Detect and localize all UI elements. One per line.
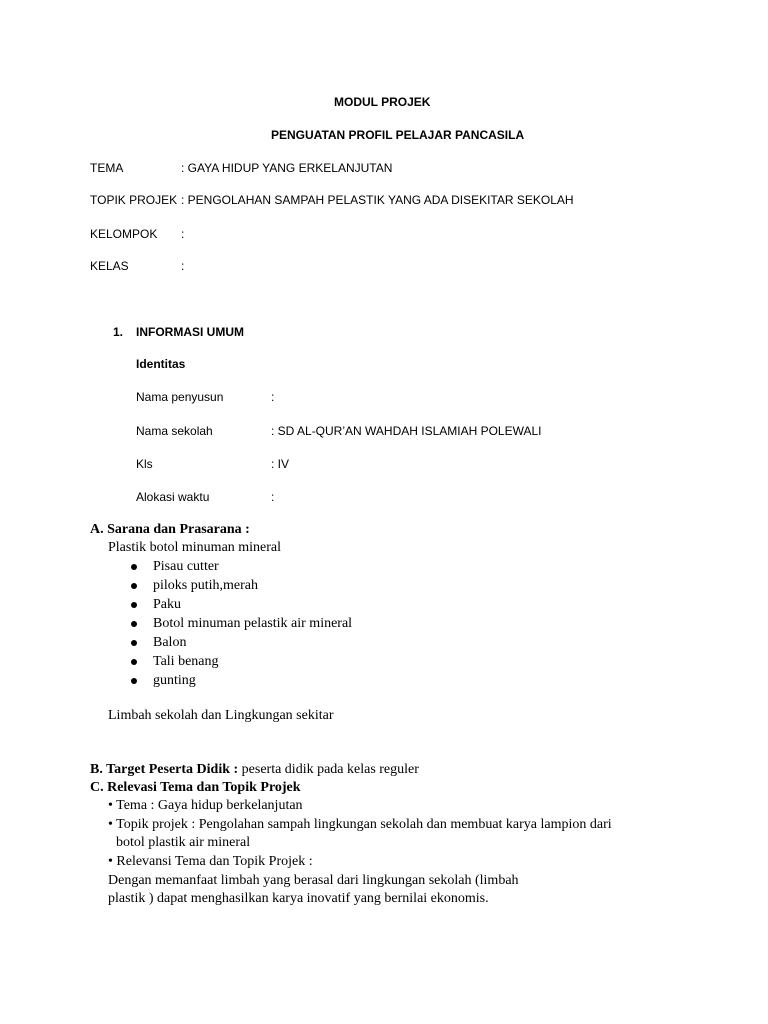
section-c-paragraph-line2: plastik ) dapat menghasilkan karya inovatif yang bernilai ekonomis. bbox=[108, 891, 489, 906]
meta-kelompok-value: : bbox=[181, 227, 185, 241]
section-title: INFORMASI UMUM bbox=[136, 325, 244, 339]
meta-kelompok-label: KELOMPOK bbox=[90, 227, 158, 241]
field-alokasi-label: Alokasi waktu bbox=[136, 490, 210, 504]
section-number: 1. bbox=[113, 325, 124, 339]
section-b-line bbox=[90, 763, 419, 777]
section-a-heading: A. Sarana dan Prasarana : bbox=[90, 522, 250, 537]
field-alokasi-value: : bbox=[271, 490, 275, 504]
section-c-heading: C. Relevasi Tema dan Topik Projek bbox=[90, 780, 301, 795]
section-c-topik-line1: • Topik projek : Pengolahan sampah lingkungan sekolah dan membuat karya lampion dari bbox=[108, 817, 612, 832]
list-item: gunting bbox=[153, 673, 196, 688]
section-a-intro: Plastik botol minuman mineral bbox=[108, 540, 282, 555]
field-kls-value: : IV bbox=[271, 457, 290, 471]
bullet-icon bbox=[131, 678, 137, 684]
field-kls-label: Kls bbox=[136, 457, 153, 471]
section-c-tema: • Tema : Gaya hidup berkelanjutan bbox=[108, 798, 303, 813]
list-item: Tali benang bbox=[153, 654, 219, 669]
meta-tema-label: TEMA bbox=[90, 161, 124, 175]
section-c-paragraph-line1: Dengan memanfaat limbah yang berasal dari lingkungan sekolah (limbah bbox=[108, 873, 519, 888]
field-nama-penyusun-label: Nama penyusun bbox=[136, 390, 224, 404]
section-subtitle: Identitas bbox=[136, 357, 186, 371]
field-nama-penyusun-value: : bbox=[271, 390, 275, 404]
list-item: Botol minuman pelastik air mineral bbox=[153, 616, 353, 631]
meta-kelas-label: KELAS bbox=[90, 259, 129, 273]
meta-topik-value: : PENGOLAHAN SAMPAH PELASTIK YANG ADA DISEKITAR SEKOLAH bbox=[181, 193, 574, 207]
section-b-text: peserta didik pada kelas reguler bbox=[238, 762, 419, 777]
meta-kelas-value: : bbox=[181, 259, 185, 273]
field-nama-sekolah-value: : SD AL-QUR’AN WAHDAH ISLAMIAH POLEWALI bbox=[271, 424, 542, 438]
bullet-icon bbox=[131, 564, 137, 570]
section-b-heading: B. Target Peserta Didik : bbox=[90, 762, 239, 777]
page-title: MODUL PROJEK bbox=[334, 95, 431, 109]
list-item: Paku bbox=[153, 597, 181, 612]
meta-tema-value: : GAYA HIDUP YANG ERKELANJUTAN bbox=[181, 161, 393, 175]
bullet-icon bbox=[131, 640, 137, 646]
bullet-icon bbox=[131, 659, 137, 665]
section-a-footer: Limbah sekolah dan Lingkungan sekitar bbox=[108, 708, 334, 723]
bullet-icon bbox=[131, 602, 137, 608]
field-nama-sekolah-label: Nama sekolah bbox=[136, 424, 213, 438]
bullet-icon bbox=[131, 583, 137, 589]
meta-topik-label: TOPIK PROJEK bbox=[90, 193, 178, 207]
list-item: Pisau cutter bbox=[153, 559, 219, 574]
list-item: piloks putih,merah bbox=[153, 578, 258, 593]
page-subtitle: PENGUATAN PROFIL PELAJAR PANCASILA bbox=[271, 128, 525, 142]
list-item: Balon bbox=[153, 635, 187, 650]
section-c-topik-line2: botol plastik air mineral bbox=[116, 835, 251, 850]
bullet-icon bbox=[131, 621, 137, 627]
section-c-relevansi: • Relevansi Tema dan Topik Projek : bbox=[108, 854, 313, 869]
